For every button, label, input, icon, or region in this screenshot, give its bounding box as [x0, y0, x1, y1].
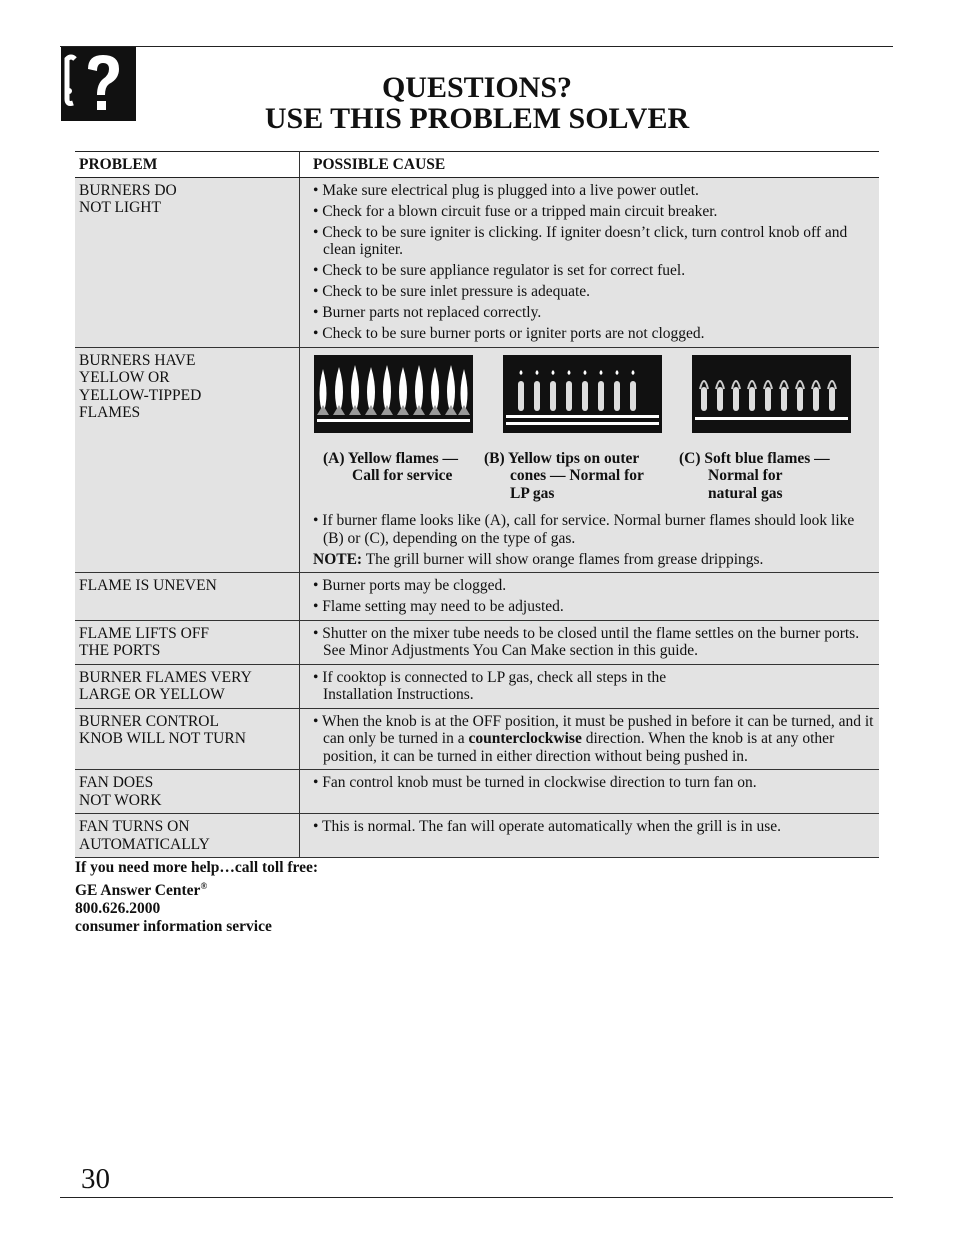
cause-text-post: direction. When the knob is at any other position, it can be turned in either direction without being pushed in.: [323, 730, 835, 765]
problem-text: FLAME IS UNEVEN: [79, 577, 217, 594]
cause-cell: [300, 573, 880, 621]
table-row: [75, 814, 879, 858]
soft-blue-flames-illustration: [692, 355, 851, 433]
caption-c: [679, 450, 840, 503]
flame-captions: [323, 450, 875, 503]
page-title-line2: USE THIS PROBLEM SOLVER: [264, 102, 690, 135]
cause-item: • Check to be sure igniter is clicking. If igniter doesn’t click, turn control knob off and clean igniter.: [313, 223, 848, 258]
note-label: NOTE:: [313, 550, 363, 568]
problem-text: FLAME LIFTS OFF THE PORTS: [79, 624, 210, 659]
flame-illustrations: [314, 355, 875, 433]
problem-cell: [75, 620, 300, 664]
help-phone: 800.626.2000: [75, 900, 161, 918]
cause-cell: [300, 177, 880, 347]
caption-c-line2: Normal for: [708, 467, 783, 484]
table-row: [75, 620, 879, 664]
cause-cell: [300, 814, 880, 858]
caption-b-line2: cones — Normal for: [510, 467, 644, 484]
problem-text: BURNERS HAVE YELLOW OR YELLOW-TIPPED FLAMES: [79, 351, 202, 421]
problem-text: FAN TURNS ON AUTOMATICALLY: [79, 818, 210, 853]
cause-item: [313, 713, 875, 766]
help-contact: [75, 859, 318, 936]
cause-item: • Burner ports may be clogged.: [313, 577, 507, 594]
caption-b: [484, 450, 679, 503]
cause-item: • Burner parts not replaced correctly.: [313, 304, 542, 321]
problem-cell: [75, 177, 300, 347]
caption-a-line1: (A) Yellow flames —: [323, 449, 459, 467]
cause-cell: [300, 770, 880, 814]
top-rule: [60, 46, 893, 47]
answer-center-name: GE Answer Center: [75, 882, 201, 900]
table-row: [75, 708, 879, 770]
cause-item: • Check to be sure appliance regulator is set for correct fuel.: [313, 262, 686, 279]
help-line4: consumer information service: [75, 918, 272, 936]
problem-cell: [75, 814, 300, 858]
cause-item: • Make sure electrical plug is plugged into a live power outlet.: [313, 181, 699, 199]
cause-cell: [300, 347, 880, 573]
problem-cell: [75, 347, 300, 573]
page-number: 30: [81, 1163, 110, 1195]
cause-item: • Fan control knob must be turned in clockwise direction to turn fan on.: [313, 774, 757, 791]
cause-item: • Shutter on the mixer tube needs to be closed until the flame settles on the burner ports. See Minor Adjustments You Can Make section in this guide.: [313, 624, 860, 659]
cause-text-bold: counterclockwise: [468, 730, 582, 747]
caption-b-line3: LP gas: [510, 484, 555, 502]
cause-cell: [300, 664, 880, 708]
help-line2: [75, 877, 318, 900]
help-line1: If you need more help…call toll free:: [75, 859, 319, 876]
registered-mark: ®: [200, 881, 208, 891]
caption-b-line1: (B) Yellow tips on outer: [484, 449, 640, 467]
problem-cell: [75, 708, 300, 770]
yellow-flames-illustration: [314, 355, 473, 433]
problem-text: BURNER FLAMES VERY LARGE OR YELLOW: [79, 668, 252, 703]
cause-item: • If burner flame looks like (A), call for service. Normal burner flames should look like (B) or (C), depending on the type of gas.: [313, 512, 855, 547]
page-title-line1: QUESTIONS?: [381, 71, 573, 104]
cause-item: • Check to be sure inlet pressure is adequate.: [313, 283, 591, 300]
cause-item: • Check for a blown circuit fuse or a tripped main circuit breaker.: [313, 202, 718, 220]
cause-item: • Flame setting may need to be adjusted.: [313, 598, 564, 615]
cause-text-pre: • When the knob is at the OFF position, it must be pushed in before it can be turned, and it can only be turned in a: [313, 712, 874, 747]
table-row: [75, 177, 879, 347]
yellow-tipped-flames-illustration: [503, 355, 662, 433]
caption-a-line2: Call for service: [352, 467, 453, 484]
caption-c-line1: (C) Soft blue flames —: [679, 449, 830, 467]
note: [313, 551, 875, 569]
cause-item: • If cooktop is connected to LP gas, check all steps in the Installation Instructions.: [313, 668, 667, 703]
table-row: [75, 573, 879, 621]
column-header-problem: PROBLEM: [75, 152, 300, 178]
caption-c-line3: natural gas: [708, 484, 783, 502]
problem-solver-table: [75, 151, 879, 858]
problem-cell: [75, 770, 300, 814]
table-row: [75, 347, 879, 573]
bottom-rule: [60, 1197, 893, 1198]
table-row: [75, 770, 879, 814]
caption-a: [323, 450, 484, 503]
problem-text: BURNER CONTROL KNOB WILL NOT TURN: [79, 712, 246, 747]
cause-item: • This is normal. The fan will operate automatically when the grill is in use.: [313, 818, 782, 835]
problem-cell: [75, 573, 300, 621]
cause-cell: [300, 708, 880, 770]
problem-text: FAN DOES NOT WORK: [79, 774, 162, 809]
column-header-possible-cause: POSSIBLE CAUSE: [300, 152, 880, 178]
cause-item: • Check to be sure burner ports or igniter ports are not clogged.: [313, 325, 705, 342]
cause-cell: [300, 620, 880, 664]
note-text: The grill burner will show orange flames from grease drippings.: [362, 550, 764, 568]
problem-text: BURNERS DO NOT LIGHT: [79, 181, 177, 216]
problem-cell: [75, 664, 300, 708]
table-row: [75, 664, 879, 708]
